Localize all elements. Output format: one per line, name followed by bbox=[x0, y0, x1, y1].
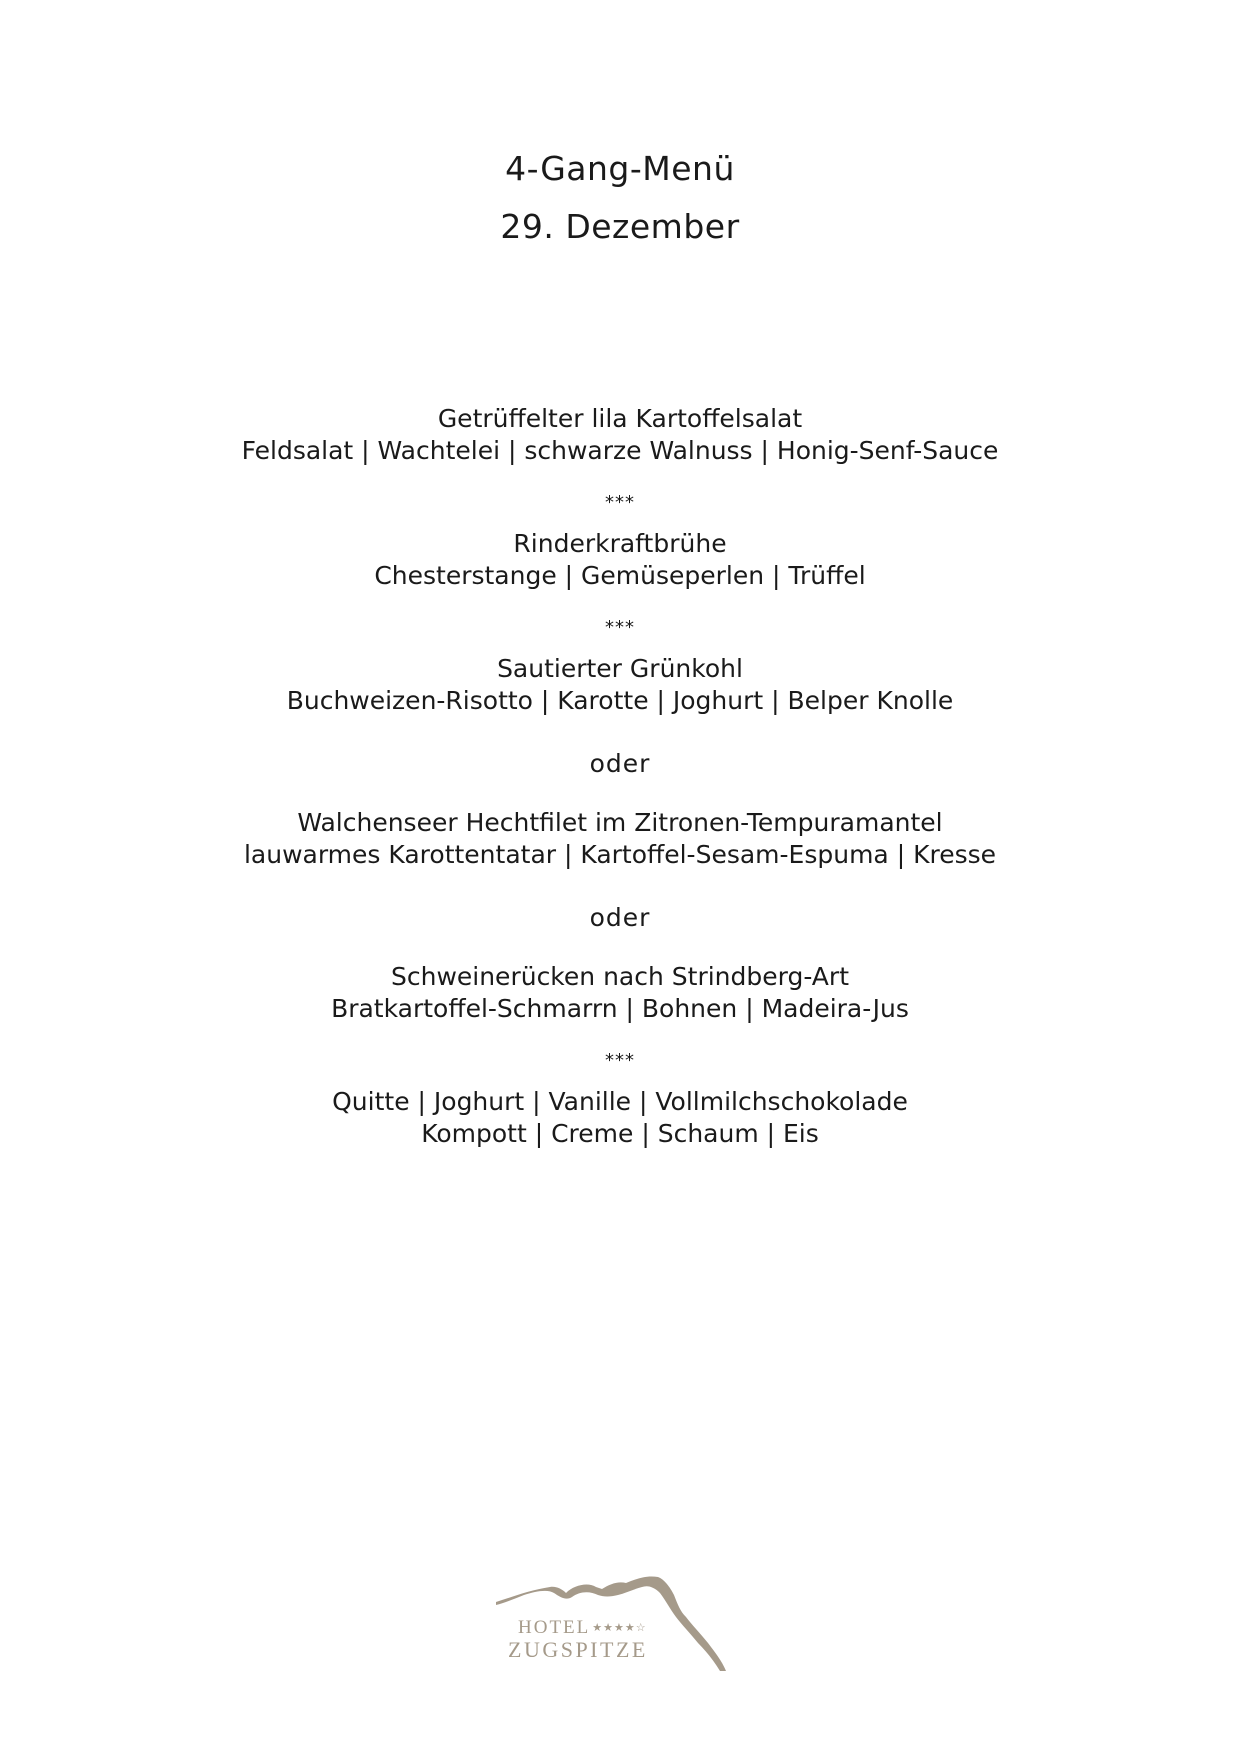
course-sides: lauwarmes Karottentatar | Kartoffel-Sesam-Espuma | Kresse bbox=[243, 840, 997, 869]
course-separator: *** bbox=[605, 1050, 635, 1071]
course-title: Schweinerücken nach Strindberg-Art bbox=[390, 962, 849, 991]
course-title: Quitte | Joghurt | Vanille | Vollmilchschokolade bbox=[332, 1087, 908, 1116]
course-sides: Feldsalat | Wachtelei | schwarze Walnuss | Honig-Senf-Sauce bbox=[241, 436, 999, 465]
course-title: Sautierter Grünkohl bbox=[497, 654, 743, 683]
course-dessert bbox=[0, 1086, 1240, 1150]
course-soup bbox=[0, 528, 1240, 592]
course-title: Getrüffelter lila Kartoffelsalat bbox=[437, 404, 803, 433]
course-sides: Kompott | Creme | Schaum | Eis bbox=[421, 1119, 819, 1148]
hotel-logo bbox=[492, 1575, 748, 1671]
logo-line2: ZUGSPITZE bbox=[508, 1637, 648, 1662]
course-sides: Chesterstange | Gemüseperlen | Trüffel bbox=[374, 561, 866, 590]
course-starter bbox=[0, 403, 1240, 467]
course-main-option-1 bbox=[0, 653, 1240, 717]
menu-date: 29. Dezember bbox=[500, 207, 740, 246]
logo-line1: HOTEL ★★★★☆ bbox=[518, 1617, 647, 1638]
course-title: Walchenseer Hechtfilet im Zitronen-Tempuramantel bbox=[297, 808, 943, 837]
course-title: Rinderkraftbrühe bbox=[513, 529, 727, 558]
or-separator: oder bbox=[589, 749, 651, 778]
course-main-option-3 bbox=[0, 961, 1240, 1025]
menu-title: 4-Gang-Menü bbox=[505, 149, 735, 188]
menu-header bbox=[0, 140, 1240, 256]
menu-courses bbox=[0, 403, 1240, 1150]
course-separator: *** bbox=[605, 617, 635, 638]
course-separator: *** bbox=[605, 492, 635, 513]
course-sides: Bratkartoffel-Schmarrn | Bohnen | Madeira-Jus bbox=[331, 994, 909, 1023]
course-main-option-2 bbox=[0, 807, 1240, 871]
star-rating-icon: ★★★★☆ bbox=[592, 1622, 647, 1634]
or-separator: oder bbox=[589, 903, 651, 932]
course-sides: Buchweizen-Risotto | Karotte | Joghurt | Belper Knolle bbox=[286, 686, 954, 715]
